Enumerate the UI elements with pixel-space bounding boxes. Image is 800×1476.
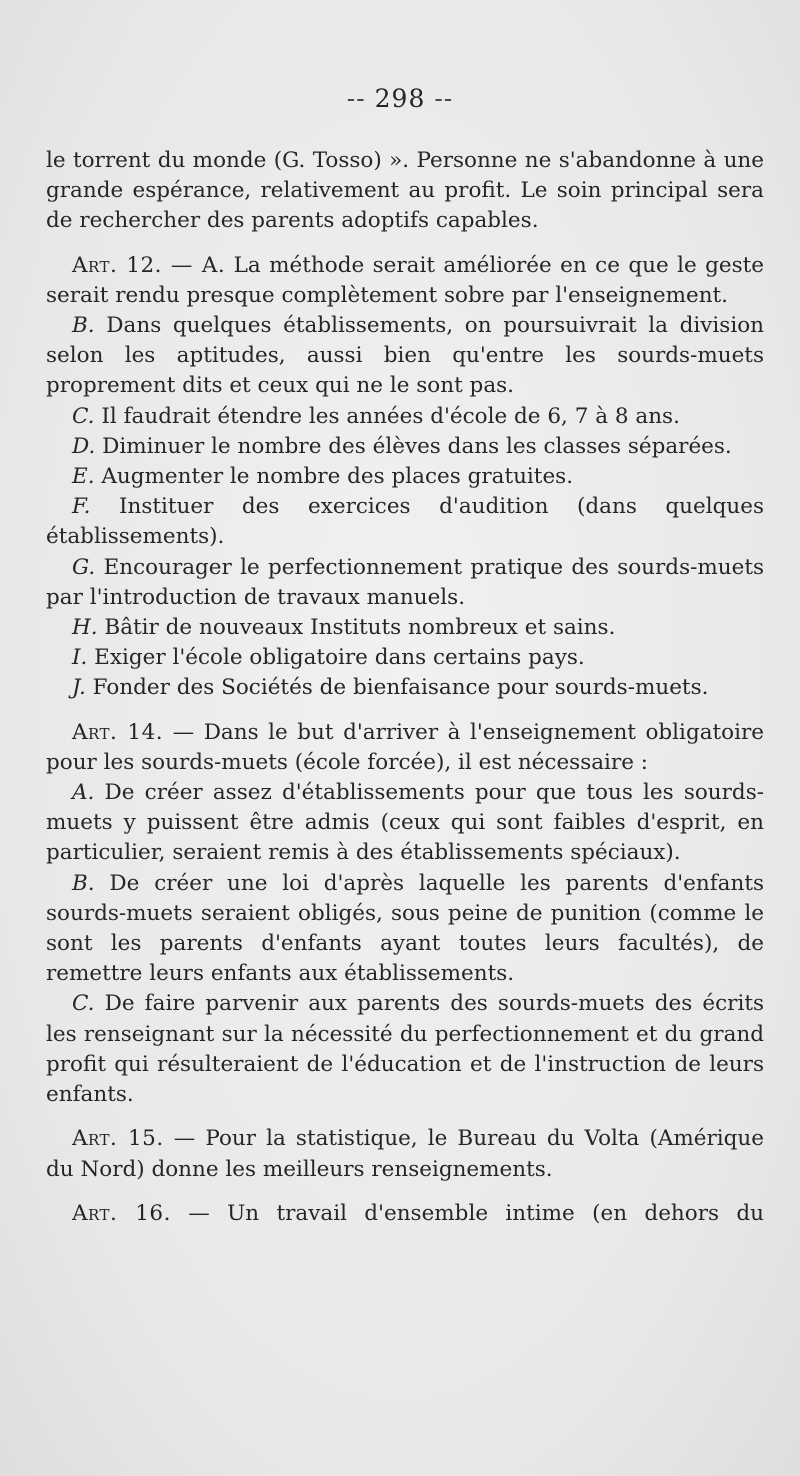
paragraph-text: Il faudrait étendre les années d'école de 6, 7 à 8 ans. bbox=[94, 403, 680, 429]
paragraph-article-14 bbox=[46, 718, 764, 778]
paragraph-article-12-a bbox=[46, 251, 764, 311]
paragraph-text: — Dans le but d'arriver à l'enseignement obligatoire pour les sourds-muets (école forcée), il est nécessaire : bbox=[46, 719, 764, 775]
paragraph-article-12-b bbox=[46, 311, 764, 402]
paragraph-article-12-d bbox=[46, 432, 764, 462]
paragraph-text: Diminuer le nombre des élèves dans les classes séparées. bbox=[95, 433, 732, 459]
page-number: 298 bbox=[374, 84, 426, 113]
paragraph-article-12-c bbox=[46, 402, 764, 432]
item-letter: C. bbox=[72, 991, 95, 1017]
paragraph-text: Exiger l'école obligatoire dans certains pays. bbox=[87, 645, 585, 671]
paragraph-article-12-h bbox=[46, 613, 764, 643]
item-letter: B. bbox=[72, 313, 95, 339]
item-letter: E. bbox=[72, 464, 95, 490]
paragraph-article-14-a bbox=[46, 778, 764, 869]
paragraph-continuation bbox=[46, 146, 764, 237]
body-text bbox=[46, 146, 764, 1229]
paragraph-text: le torrent du monde (G. Tosso) ». Personne ne s'abandonne à une grande espérance, relativement au profit. Le soin principal sera de rechercher des parents adoptifs capables. bbox=[46, 148, 764, 234]
paragraph-text: Bâtir de nouveaux Instituts nombreux et sains. bbox=[97, 615, 616, 641]
paragraph-text: — Pour la statistique, le Bureau du Volta (Amérique du Nord) donne les meilleurs renseignements. bbox=[46, 1126, 764, 1182]
paragraph-text: Instituer des exercices d'audition (dans quelques établissements). bbox=[46, 494, 764, 550]
paragraph-article-12-g bbox=[46, 553, 764, 613]
paragraph-article-12-e bbox=[46, 462, 764, 492]
page-number-dash-right: -- bbox=[434, 84, 454, 113]
item-letter: B. bbox=[72, 870, 95, 896]
paragraph-article-12-j bbox=[46, 673, 764, 703]
article-heading: Art. 16. bbox=[72, 1200, 171, 1226]
paragraph-text: De faire parvenir aux parents des sourds-muets des écrits les renseignant sur la nécessité du perfectionnement et du grand profit qui résulteraient de l'éducation et de l'instruction de leurs enfants. bbox=[46, 991, 764, 1108]
paragraph-text: Encourager le perfectionnement pratique des sourds-muets par l'introduction de travaux manuels. bbox=[46, 554, 764, 610]
paragraph-article-14-c bbox=[46, 989, 764, 1110]
paragraph-text: Fonder des Sociétés de bienfaisance pour sourds-muets. bbox=[85, 675, 709, 701]
paragraph-article-15 bbox=[46, 1124, 764, 1184]
paragraph-text: — Un travail d'ensemble intime (en dehors du bbox=[170, 1200, 764, 1226]
article-heading: Art. 14. bbox=[72, 719, 164, 745]
item-letter: C. bbox=[72, 403, 95, 429]
page-number-dash-left: -- bbox=[346, 84, 366, 113]
item-letter: F. bbox=[72, 494, 91, 520]
paragraph-article-12-f bbox=[46, 492, 764, 552]
paragraph-text: De créer une loi d'après laquelle les parents d'enfants sourds-muets seraient obligés, sous peine de punition (comme le sont les parents d'enfants ayant toutes leurs facultés), de remettre leurs enfants aux établissements. bbox=[46, 870, 764, 987]
paragraph-article-12-i bbox=[46, 643, 764, 673]
item-letter: J. bbox=[72, 675, 86, 701]
item-letter: I. bbox=[72, 645, 88, 671]
paragraph-text: De créer assez d'établissements pour que tous les sourds-muets y puissent être admis (ceux qui sont faibles d'esprit, en particulier, seraient remis à des établissements spéciaux). bbox=[46, 780, 764, 866]
article-heading: Art. 15. bbox=[72, 1126, 164, 1152]
item-letter: H. bbox=[72, 615, 98, 641]
item-letter: G. bbox=[72, 554, 96, 580]
paragraph-text: La méthode serait améliorée en ce que le geste serait rendu presque complètement sobre par l'enseignement. bbox=[46, 252, 764, 308]
item-letter: D. bbox=[72, 433, 96, 459]
page-number-header bbox=[0, 84, 800, 113]
item-letter: A. bbox=[72, 780, 95, 806]
paragraph-text: Dans quelques établissements, on poursuivrait la division selon les aptitudes, aussi bien qu'entre les sourds-muets proprement dits et ceux qui ne le sont pas. bbox=[46, 313, 764, 399]
paragraph-article-16 bbox=[46, 1199, 764, 1229]
paragraph-text: Augmenter le nombre des places gratuites. bbox=[94, 464, 574, 490]
paragraph-article-14-b bbox=[46, 869, 764, 990]
article-heading: Art. 12. — A. bbox=[72, 252, 226, 278]
